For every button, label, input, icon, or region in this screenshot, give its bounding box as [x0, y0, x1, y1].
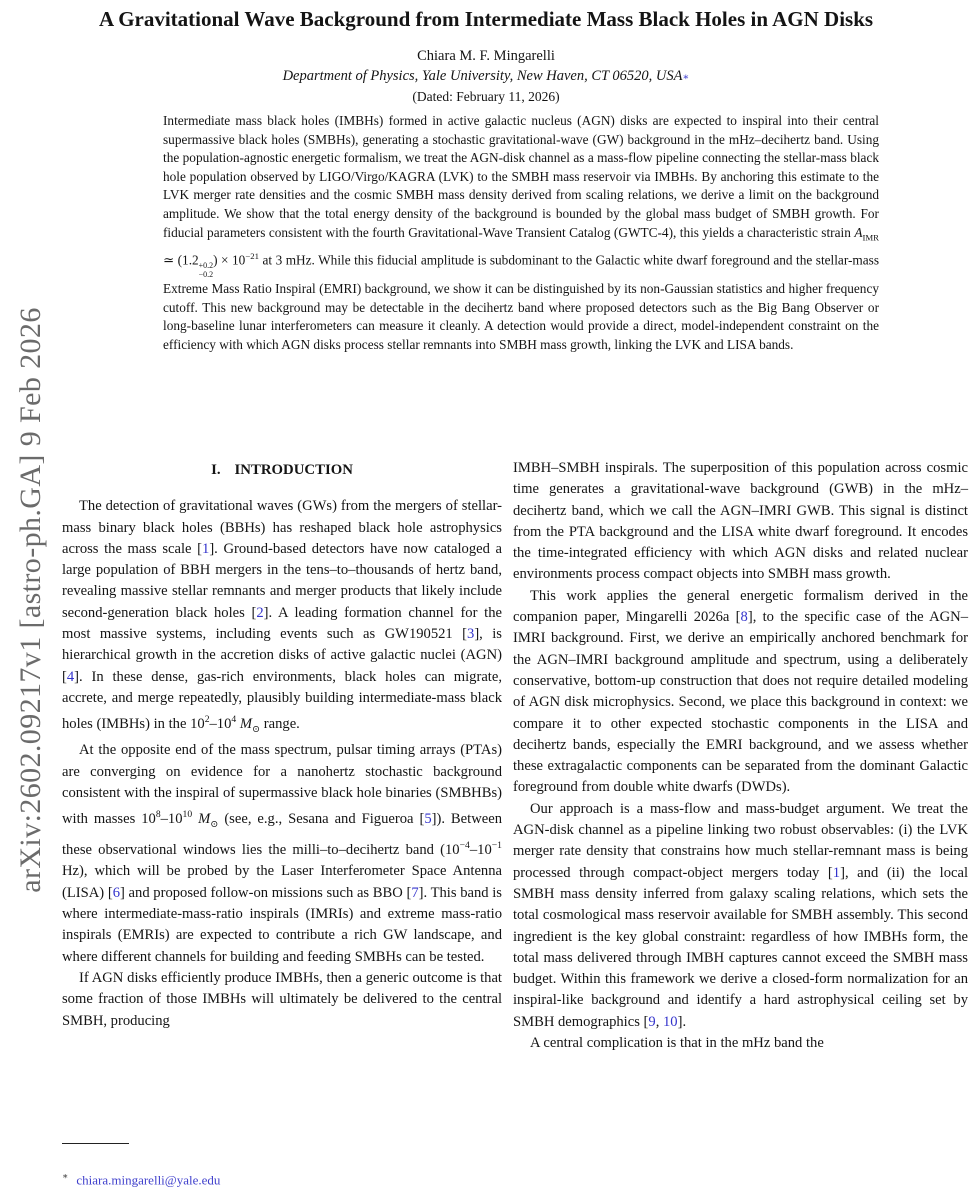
paragraph: At the opposite end of the mass spectrum, pulsar timing arrays (PTAs) are converging on evidence for a nanohertz stochastic background consistent with the inspiral of supermassive black hole binaries (SMBHBs) with masses $10^8-10^{10}$ $M_⊙$ (see, e.g., Sesana and Figueroa [5]). Between these observational windows lies the milli–to–decihertz band ($10^{-4}-10^{-1}$ Hz), which will be probed by the Laser Interferometer Space Antenna (LISA) [6] and proposed follow-on missions such as BBO [7]. This band is where intermediate-mass-ratio inspirals (IMRIs) and extreme mass-ratio inspirals (EMRIs) are expected to contribute a rich GW landscape, and where different channels for building and feeding SMBHs can be tested.: [62, 742, 502, 965]
affiliation-text: Department of Physics, Yale University, New Haven, CT 06520, USA: [282, 68, 683, 84]
left-column: [62, 458, 502, 1032]
citation-link[interactable]: 3: [467, 626, 475, 643]
paragraph: This work applies the general energetic formalism derived in the companion paper, Mingarelli 2026a [8], to the specific case of the AGN–IMRI background. First, we derive an empirically anchored benchmark for the AGN–IMRI background amplitude and spectrum, using a deliberately conservative, bottom-up construction that does not require detailed modeling of AGN disk microphysics. Second, we place this background in context: we compare it to other expected stochastic components in the LISA and decihertz bands, especially the EMRI background, and we assess whether these extragalactic components can be separated from the dominant Galactic foreground from double white dwarfs (DWDs).: [513, 587, 968, 796]
citation-link[interactable]: 9: [648, 1013, 656, 1030]
affiliation-footnote-marker[interactable]: ∗: [682, 72, 690, 83]
footnote-block: [62, 1143, 502, 1188]
right-column: [513, 458, 968, 1054]
paper-title: A Gravitational Wave Background from Intermediate Mass Black Holes in AGN Disks: [98, 7, 874, 31]
citation-link[interactable]: 4: [66, 668, 75, 685]
citation-link[interactable]: 1: [202, 540, 210, 557]
author-name: Chiara M. F. Mingarelli: [417, 48, 555, 64]
left-column-text: [62, 496, 502, 1032]
date-line: (Dated: February 11, 2026): [412, 89, 560, 104]
paragraph: IMBH–SMBH inspirals. The superposition of this population across cosmic time generates a gravitational-wave background (GWB) in the mHz–decihertz band, which we call the AGN–IMRI GWB. This signal is distinct from the PTA background and the LISA white dwarf foreground. It encodes the time-integrated efficiency with which AGN disks and related nuclear environments process compact objects into SMBH mass growth.: [513, 460, 968, 583]
citation-link[interactable]: 6: [112, 884, 120, 901]
abstract: Intermediate mass black holes (IMBHs) formed in active galactic nucleus (AGN) disks are expected to inspiral into their central supermassive black holes (SMBHs), generating a stochastic gravitational-wave (GW) background in the mHz–decihertz band. Using the population-agnostic energetic formalism, we treat the AGN-disk channel as a mass-flow pipeline connecting the stellar-mass black hole population observed by LIGO/Virgo/KAGRA (LVK) to the SMBH mass reservoir via IMBHs. By anchoring this estimate to the LVK merger rate densities and the cosmic SMBH mass density derived from scaling relations, we derive a limit on the background amplitude. We show that the total energy density of the background is bounded by the global mass budget of SMBH growth. For fiducial parameters consistent with the fourth Gravitational-Wave Transient Catalog (GWTC-4), this yields a characteristic strain $A_{IMR}$ ≃ (1.2 +0.2 −0.2 ) × $10^{-21}$ at 3 mHz. While this fiducial amplitude is subdominant to the Galactic white dwarf foreground and the stellar-mass Extreme Mass Ratio Inspiral (EMRI) background, we show it can be distinguished by its non-Gaussian statistics and higher frequency cutoff. This new background may be detectable in the decihertz band where proposed detectors such as the Big Bang Observer or long-baseline lunar interferometers can measure it cleanly. A detection would provide a direct, model-independent constraint on the efficiency with which AGN disks process stellar remnants into SMBH mass growth, linking the LVK and LISA bands.: [163, 113, 880, 352]
paragraph: If AGN disks efficiently produce IMBHs, then a generic outcome is that some fraction of those IMBHs will ultimately be delivered to the central SMBH, producing: [62, 969, 502, 1029]
section-title: INTRODUCTION: [234, 462, 353, 478]
paragraph: Our approach is a mass-flow and mass-budget argument. We treat the AGN-disk channel as a pipeline linking two robust observables: (i) the LVK merger rate density that constrains how much stellar-remnant mass is being processed through compact-object mergers today [1], and (ii) the local SMBH mass density inferred from galaxy scaling relations, which sets the total cosmological mass reservoir available for SMBH assembly. This second ingredient is the key global constraint: regardless of how IMBHs form, the total mass delivered through IMBH captures cannot exceed the SMBH mass budget. Within this framework we derive a closed-form normalization for an inspiral-like background and identify a hard astrophysical ceiling set by SMBH demographics [9, 10].: [513, 800, 968, 1030]
paragraph: The detection of gravitational waves (GWs) from the mergers of stellar-mass binary black holes (BBHs) has reshaped black hole astrophysics across the mass scale [1]. Ground-based detectors have now cataloged a large population of BBH mergers in the tens–to–thousands of hertz band, revealing massive stellar remnants and merger products that likely include second-generation black holes [2]. A leading formation channel for the most massive systems, including events such as GW190521 [3], is hierarchical growth in the accretion disks of active galactic nuclei (AGN) [4]. In these dense, gas-rich environments, black holes can migrate, accrete, and merge repeatedly, plausibly building intermediate-mass black holes (IMBHs) in the $10^2-10^4$ $M_⊙$ range.: [62, 498, 502, 736]
email-link[interactable]: chiara.mingarelli@yale.edu: [76, 1172, 221, 1188]
citation-link[interactable]: 1: [832, 864, 841, 881]
citation-link[interactable]: 7: [411, 884, 419, 901]
section-number: I.: [211, 462, 221, 478]
paragraph: A central complication is that in the mHz band the: [530, 1035, 824, 1052]
footnote-rule: [62, 1143, 129, 1144]
affiliation-line: [0, 68, 972, 85]
arxiv-watermark: arXiv:2602.09217v1 [astro-ph.GA] 9 Feb 2026: [14, 307, 47, 893]
citation-link[interactable]: 8: [740, 609, 748, 626]
citation-link[interactable]: 2: [256, 604, 264, 621]
citation-link[interactable]: 10: [662, 1013, 678, 1030]
footnote-marker: ∗: [62, 1172, 69, 1182]
citation-link[interactable]: 5: [424, 811, 432, 828]
footnote-line: [62, 1171, 502, 1188]
right-column-text: [513, 458, 968, 1054]
section-heading: [62, 460, 502, 481]
